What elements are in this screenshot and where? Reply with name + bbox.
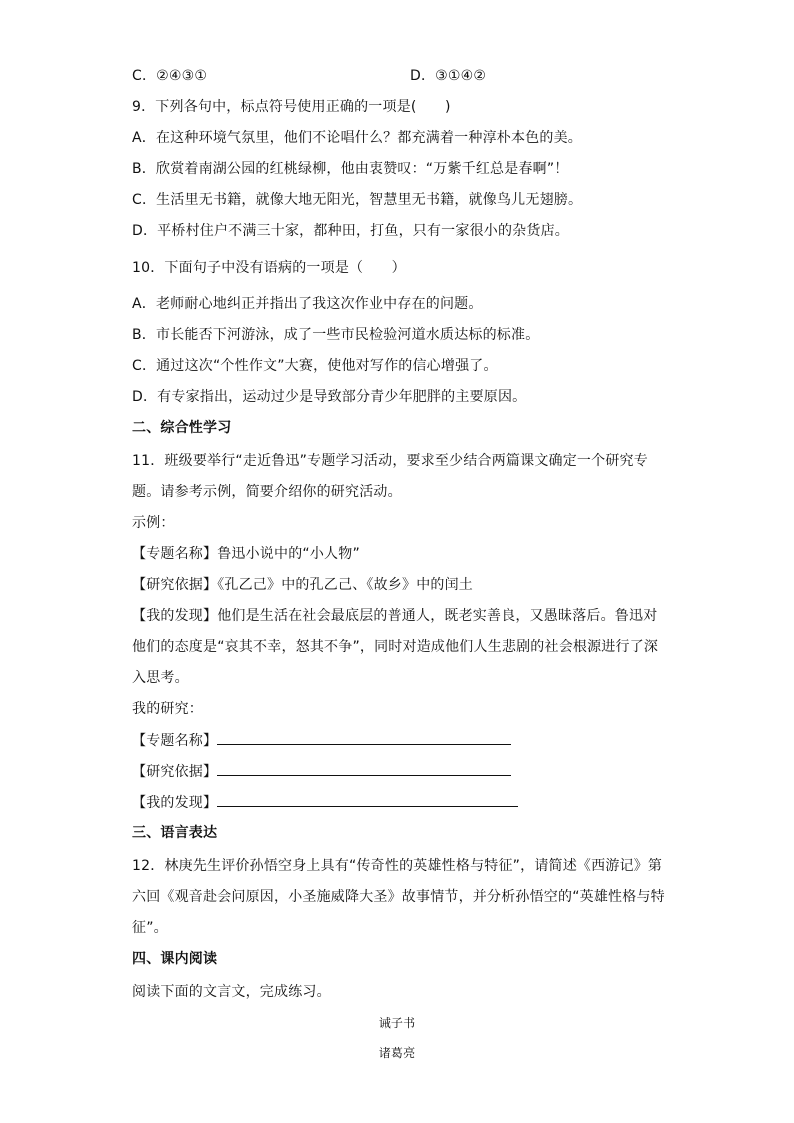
my-basis-answer-blank[interactable] bbox=[217, 761, 511, 776]
q9-option-c: C．生活里无书籍，就像大地无阳光，智慧里无书籍，就像鸟儿无翅膀。 bbox=[132, 192, 583, 208]
section-heading-3: 三、语言表达 bbox=[132, 825, 218, 841]
q11-line-1: 11．班级要举行“走近鲁迅”专题学习活动，要求至少结合两篇课文确定一个研究专 bbox=[132, 453, 648, 469]
q10-option-b: B．市长能否下河游泳，成了一些市民检验河道水质达标的标准。 bbox=[132, 327, 540, 343]
example-basis: 【研究依据】《孔乙己》中的孔乙己、《故乡》中的闰土 bbox=[132, 577, 473, 593]
q11-line-2: 题。请参考示例，简要介绍你的研究活动。 bbox=[132, 484, 402, 500]
q12-line-3: 征”。 bbox=[132, 920, 168, 936]
my-basis-label: 【研究依据】 bbox=[132, 764, 218, 780]
my-finding-row bbox=[132, 792, 518, 813]
q10-option-c: C．通过这次“个性作文”大赛，使他对写作的信心增强了。 bbox=[132, 358, 498, 374]
section-heading-4: 四、课内阅读 bbox=[132, 951, 218, 967]
q9-option-b: B．欣赏着南湖公园的红桃绿柳，他由衷赞叹：“万紫千红总是春啊”！ bbox=[132, 161, 569, 177]
q9-option-a: A．在这种环境气氛里，他们不论唱什么？都充满着一种淳朴本色的美。 bbox=[132, 130, 582, 146]
q10-stem: 10．下面句子中没有语病的一项是（ ） bbox=[132, 260, 406, 276]
q12-line-1: 12．林庚先生评价孙悟空身上具有“传奇性的英雄性格与特征”，请简述《西游记》第 bbox=[132, 858, 663, 874]
my-topic-label: 【专题名称】 bbox=[132, 733, 218, 749]
my-finding-label: 【我的发现】 bbox=[132, 795, 218, 811]
classical-text-title: 诫子书 bbox=[378, 1016, 416, 1030]
option-c-prev: C．②④③① bbox=[132, 68, 208, 84]
reading-instruction: 阅读下面的文言文，完成练习。 bbox=[132, 984, 331, 1000]
section-heading-2: 二、综合性学习 bbox=[132, 420, 232, 436]
example-topic: 【专题名称】鲁迅小说中的“小人物” bbox=[132, 546, 360, 562]
my-research-label: 我的研究： bbox=[132, 701, 203, 717]
example-finding-3: 入思考。 bbox=[132, 670, 189, 686]
option-d-prev: D．③①④② bbox=[410, 68, 487, 84]
example-finding-2: 他们的态度是“哀其不幸，怒其不争”，同时对造成他们人生悲剧的社会根源进行了深 bbox=[132, 639, 659, 655]
my-finding-answer-blank[interactable] bbox=[217, 792, 518, 807]
q9-option-d: D．平桥村住户不满三十家，都种田，打鱼，只有一家很小的杂货店。 bbox=[132, 223, 569, 239]
q9-stem: 9．下列各句中，标点符号使用正确的一项是( ) bbox=[132, 99, 451, 115]
my-basis-row bbox=[132, 761, 511, 782]
q10-option-d: D．有专家指出，运动过少是导致部分青少年肥胖的主要原因。 bbox=[132, 389, 527, 405]
q10-option-a: A．老师耐心地纠正并指出了我这次作业中存在的问题。 bbox=[132, 296, 483, 312]
classical-text-author: 诸葛亮 bbox=[378, 1046, 416, 1060]
example-finding-1: 【我的发现】他们是生活在社会最底层的普通人，既老实善良，又愚昧落后。鲁迅对 bbox=[132, 608, 658, 624]
example-label: 示例： bbox=[132, 515, 175, 531]
my-topic-row bbox=[132, 730, 511, 751]
q12-line-2: 六回《观音赴会问原因，小圣施威降大圣》故事情节，并分析孙悟空的“英雄性格与特 bbox=[132, 889, 665, 905]
my-topic-answer-blank[interactable] bbox=[217, 730, 511, 745]
